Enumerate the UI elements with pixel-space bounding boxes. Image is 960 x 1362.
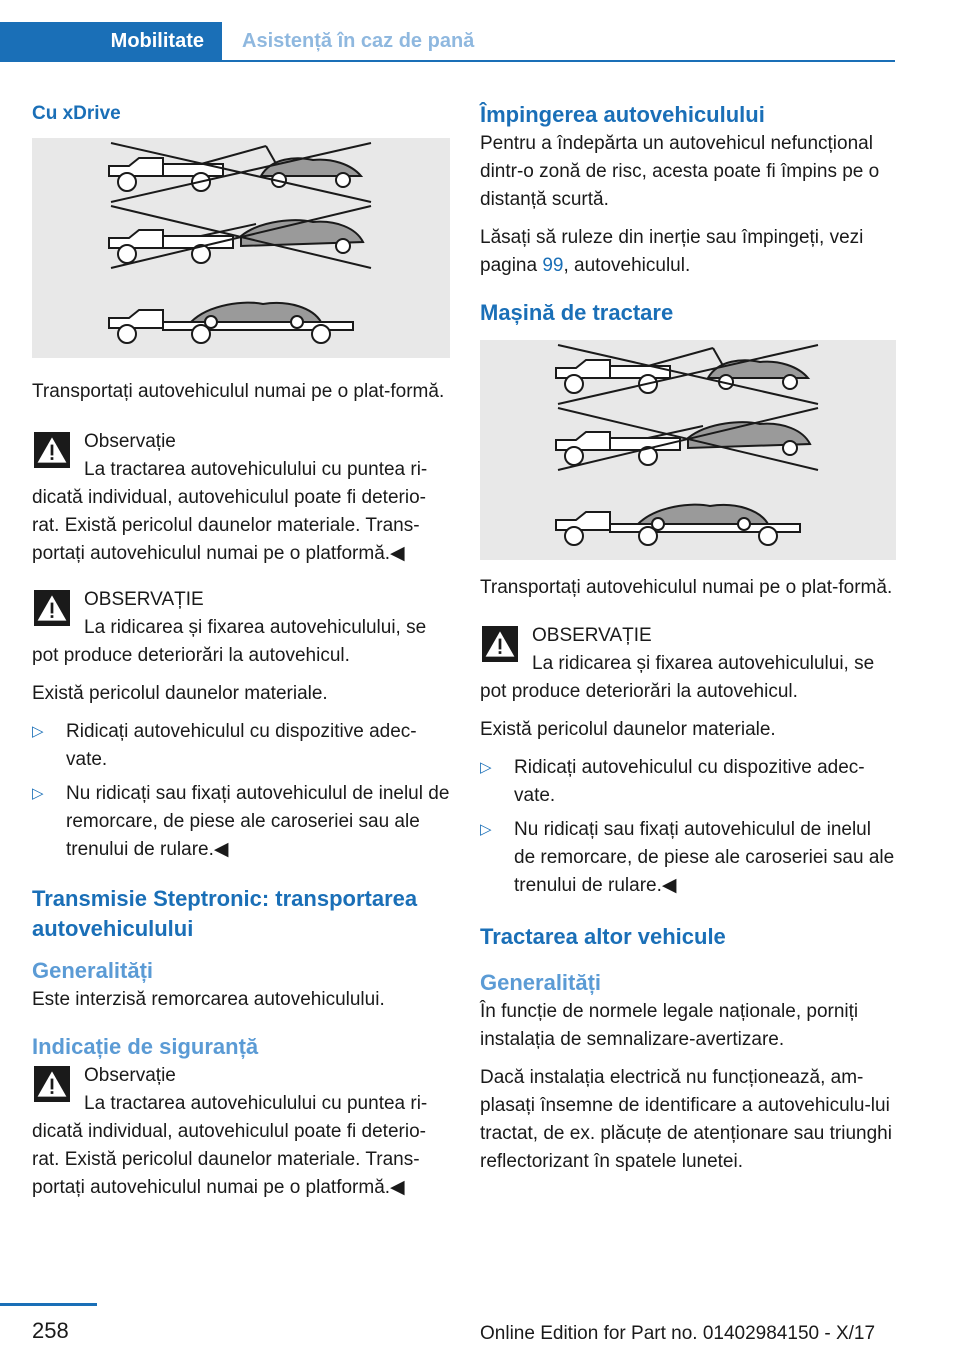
page-header (0, 0, 895, 62)
tab-asistenta-label: Asistență în caz de pană (242, 30, 475, 52)
list-item: ▷ Nu ridicați sau fixați autovehiculul de inelul de remorcare, de piese ale caroseriei sau ale trenului de rulare.◀ (32, 780, 450, 864)
section-title-steptronic: Transmisie Steptronic: transportarea autovehiculului (32, 886, 418, 941)
triangle-bullet-icon: ▷ (32, 723, 44, 740)
warning-icon (32, 1066, 72, 1102)
towing-illustration (32, 138, 450, 358)
general-text: Este interzisă remorcarea autovehiculului. (32, 989, 385, 1010)
section-title-towtruck: Mașină de tractare (480, 300, 674, 325)
left-column (32, 100, 450, 1212)
towing-illustration (480, 340, 896, 560)
subsection-general: Generalități (480, 970, 602, 995)
tab-asistenta[interactable] (222, 22, 895, 60)
figure-caption: Transportați autovehiculul numai pe o plat‐formă. (480, 577, 893, 598)
warning-title: OBSERVAȚIE (84, 589, 204, 610)
tab-mobilitate-label: Mobilitate (110, 30, 204, 52)
warning-text: La tractarea autovehiculului cu puntea ri‐dicată individual, autovehiculul poate fi deterio‐rat. Există pericolul daunelor materiale. Trans‐portați autovehiculul numai pe o platformă.◀ (32, 459, 428, 564)
danger-text: Există pericolul daunelor materiale. (480, 719, 776, 740)
warning-title: Observație (84, 431, 176, 452)
warning-text: La tractarea autovehiculului cu puntea ri‐dicată individual, autovehiculul poate fi deterio‐rat. Există pericolul daunelor materiale. Trans‐portați autovehiculul numai pe o platformă.◀ (32, 1093, 428, 1198)
towing-figure (32, 138, 450, 358)
header-rule (0, 60, 895, 62)
section-title-push: Împingerea autovehiculului (480, 102, 765, 127)
right-column (480, 100, 896, 1186)
tab-mobilitate[interactable] (0, 22, 222, 60)
warning-block-4 (480, 622, 896, 706)
warning-block-1 (32, 428, 450, 568)
triangle-bullet-icon: ▷ (480, 759, 492, 776)
electric-text: Dacă instalația electrică nu funcționează, am‐plasați însemne de identificare a autovehiculu‐lui tractat, de ex. plăcuțe de atenționare sau triunghi reflectorizant în spatele lunetei. (480, 1067, 892, 1172)
edition-text: Online Edition for Part no. 01402984150 - X/17 (480, 1323, 876, 1344)
warning-text: La ridicarea și fixarea autovehiculului, se pot produce deteriorări la autovehicul. (32, 617, 427, 666)
warning-title: OBSERVAȚIE (532, 625, 652, 646)
towing-figure (480, 340, 896, 560)
warning-block-3 (32, 1062, 450, 1202)
triangle-bullet-icon: ▷ (480, 821, 492, 838)
subsection-safety: Indicație de siguranță (32, 1034, 259, 1059)
list-item: ▷ Ridicați autovehiculul cu dispozitive adec‐vate. (480, 754, 896, 810)
subsection-general: Generalități (32, 958, 154, 983)
push-text: Pentru a îndepărta un autovehicul nefuncțional dintr-o zonă de risc, acesta poate fi împins pe o distanță scurtă. (480, 133, 880, 210)
list-item: ▷ Nu ridicați sau fixați autovehiculul de inelul de remorcare, de piese ale caroseriei sau ale trenului de rulare.◀ (480, 816, 896, 900)
coast-text: Lăsați să ruleze din inerție sau împingeți, vezi pagina 99, autovehiculul. (480, 227, 864, 276)
warning-icon (32, 590, 72, 626)
warning-text: La ridicarea și fixarea autovehiculului, se pot produce deteriorări la autovehicul. (480, 653, 875, 702)
general-text: În funcție de normele legale naționale, porniți instalația de semnalizare-avertizare. (480, 1001, 859, 1050)
warning-icon (32, 432, 72, 468)
subtitle-xdrive: Cu xDrive (32, 103, 121, 124)
page-number: 258 (32, 1318, 69, 1343)
triangle-bullet-icon: ▷ (32, 785, 44, 802)
figure-caption: Transportați autovehiculul numai pe o plat‐formă. (32, 381, 445, 402)
warning-icon (480, 626, 520, 662)
danger-text: Există pericolul daunelor materiale. (32, 683, 328, 704)
bullet-list (32, 718, 450, 864)
section-title-other: Tractarea altor vehicule (480, 924, 726, 949)
bullet-list (480, 754, 896, 900)
warning-block-2 (32, 586, 450, 670)
page-link[interactable]: 99 (542, 255, 564, 276)
list-item: ▷ Ridicați autovehiculul cu dispozitive adec‐vate. (32, 718, 450, 774)
footer-rule (0, 1303, 97, 1306)
warning-title: Observație (84, 1065, 176, 1086)
